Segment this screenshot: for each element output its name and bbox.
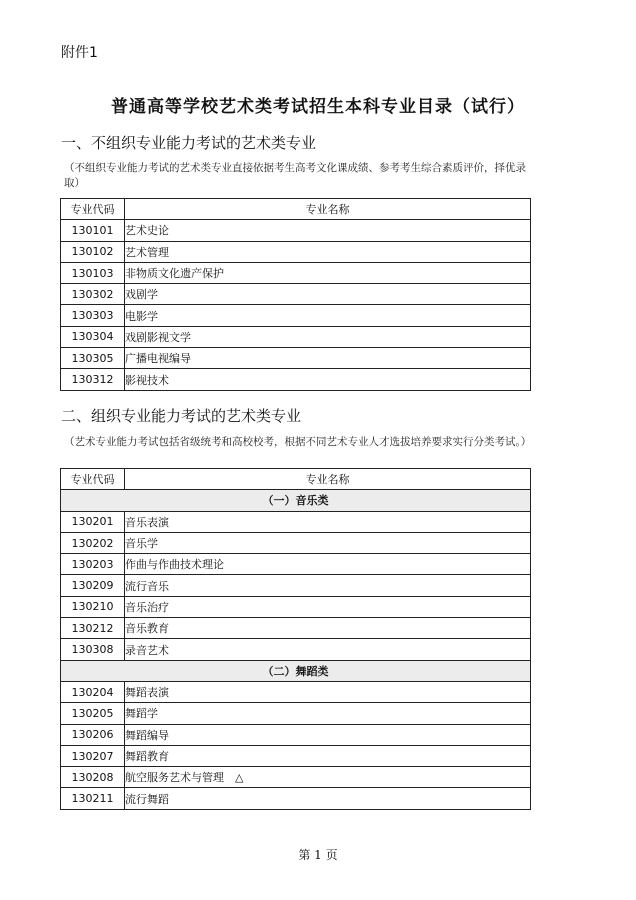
category-label: （二）舞蹈类 xyxy=(61,660,531,681)
major-name: 艺术史论 xyxy=(125,220,531,241)
table-header-row xyxy=(61,199,531,220)
table-row xyxy=(61,724,531,745)
table-row xyxy=(61,532,531,553)
section2-title: 二、组织专业能力考试的艺术类专业 xyxy=(61,407,302,425)
major-name: 流行音乐 xyxy=(125,575,531,596)
major-name: 航空服务艺术与管理 △ xyxy=(125,767,531,788)
table-row xyxy=(61,220,531,241)
category-row-dance xyxy=(61,660,531,681)
section1-title: 一、不组织专业能力考试的艺术类专业 xyxy=(61,134,317,152)
section1-note: （不组织专业能力考试的艺术类专业直接依据考生高考文化课成绩、参考考生综合素质评价，择优录取） xyxy=(64,162,526,189)
table-row xyxy=(61,326,531,347)
major-code: 130103 xyxy=(61,262,125,283)
major-name: 录音艺术 xyxy=(125,639,531,660)
header-code: 专业代码 xyxy=(61,469,125,490)
major-code: 130210 xyxy=(61,596,125,617)
header-name: 专业名称 xyxy=(125,469,531,490)
major-name: 戏剧学 xyxy=(125,284,531,305)
major-code: 130204 xyxy=(61,681,125,702)
major-code: 130302 xyxy=(61,284,125,305)
major-name: 影视技术 xyxy=(125,369,531,390)
major-code: 130101 xyxy=(61,220,125,241)
header-code: 专业代码 xyxy=(61,199,125,220)
table-row xyxy=(61,241,531,262)
major-code: 130305 xyxy=(61,348,125,369)
major-code: 130209 xyxy=(61,575,125,596)
table-row xyxy=(61,511,531,532)
major-code: 130312 xyxy=(61,369,125,390)
major-name: 作曲与作曲技术理论 xyxy=(125,554,531,575)
major-name: 音乐学 xyxy=(125,532,531,553)
table-row xyxy=(61,554,531,575)
major-name: 舞蹈教育 xyxy=(125,745,531,766)
major-code: 130308 xyxy=(61,639,125,660)
category-row-music xyxy=(61,490,531,511)
major-code: 130201 xyxy=(61,511,125,532)
major-code: 130203 xyxy=(61,554,125,575)
table-row xyxy=(61,618,531,639)
table-row xyxy=(61,262,531,283)
table-row xyxy=(61,348,531,369)
section2-note: （艺术专业能力考试包括省级统考和高校校考，根据不同艺术专业人才选拔培养要求实行分类考试。） xyxy=(64,436,532,448)
major-code: 130202 xyxy=(61,532,125,553)
table-row xyxy=(61,681,531,702)
major-code: 130304 xyxy=(61,326,125,347)
major-code: 130208 xyxy=(61,767,125,788)
major-code: 130207 xyxy=(61,745,125,766)
table-row xyxy=(61,788,531,809)
major-name: 舞蹈编导 xyxy=(125,724,531,745)
major-name: 舞蹈表演 xyxy=(125,681,531,702)
table-row xyxy=(61,369,531,390)
major-code: 130211 xyxy=(61,788,125,809)
major-name: 音乐教育 xyxy=(125,618,531,639)
major-code: 130102 xyxy=(61,241,125,262)
table-row xyxy=(61,284,531,305)
major-name: 流行舞蹈 xyxy=(125,788,531,809)
major-name: 电影学 xyxy=(125,305,531,326)
major-name: 非物质文化遗产保护 xyxy=(125,262,531,283)
major-name: 音乐表演 xyxy=(125,511,531,532)
major-name: 艺术管理 xyxy=(125,241,531,262)
section2-table xyxy=(60,468,531,810)
table-row xyxy=(61,745,531,766)
major-code: 130205 xyxy=(61,703,125,724)
table-row xyxy=(61,767,531,788)
page-number: 第 1 页 xyxy=(298,848,338,862)
major-code: 130212 xyxy=(61,618,125,639)
table-row xyxy=(61,596,531,617)
page-title: 普通高等学校艺术类考试招生本科专业目录（试行） xyxy=(111,97,525,117)
table-row xyxy=(61,575,531,596)
major-name: 广播电视编导 xyxy=(125,348,531,369)
major-code: 130303 xyxy=(61,305,125,326)
table-row xyxy=(61,305,531,326)
table-row xyxy=(61,703,531,724)
major-code: 130206 xyxy=(61,724,125,745)
category-label: （一）音乐类 xyxy=(61,490,531,511)
major-name: 音乐治疗 xyxy=(125,596,531,617)
section1-table xyxy=(60,198,531,391)
major-name: 舞蹈学 xyxy=(125,703,531,724)
major-name: 戏剧影视文学 xyxy=(125,326,531,347)
table-header-row xyxy=(61,469,531,490)
table-row xyxy=(61,639,531,660)
attachment-label: 附件1 xyxy=(61,45,98,61)
header-name: 专业名称 xyxy=(125,199,531,220)
